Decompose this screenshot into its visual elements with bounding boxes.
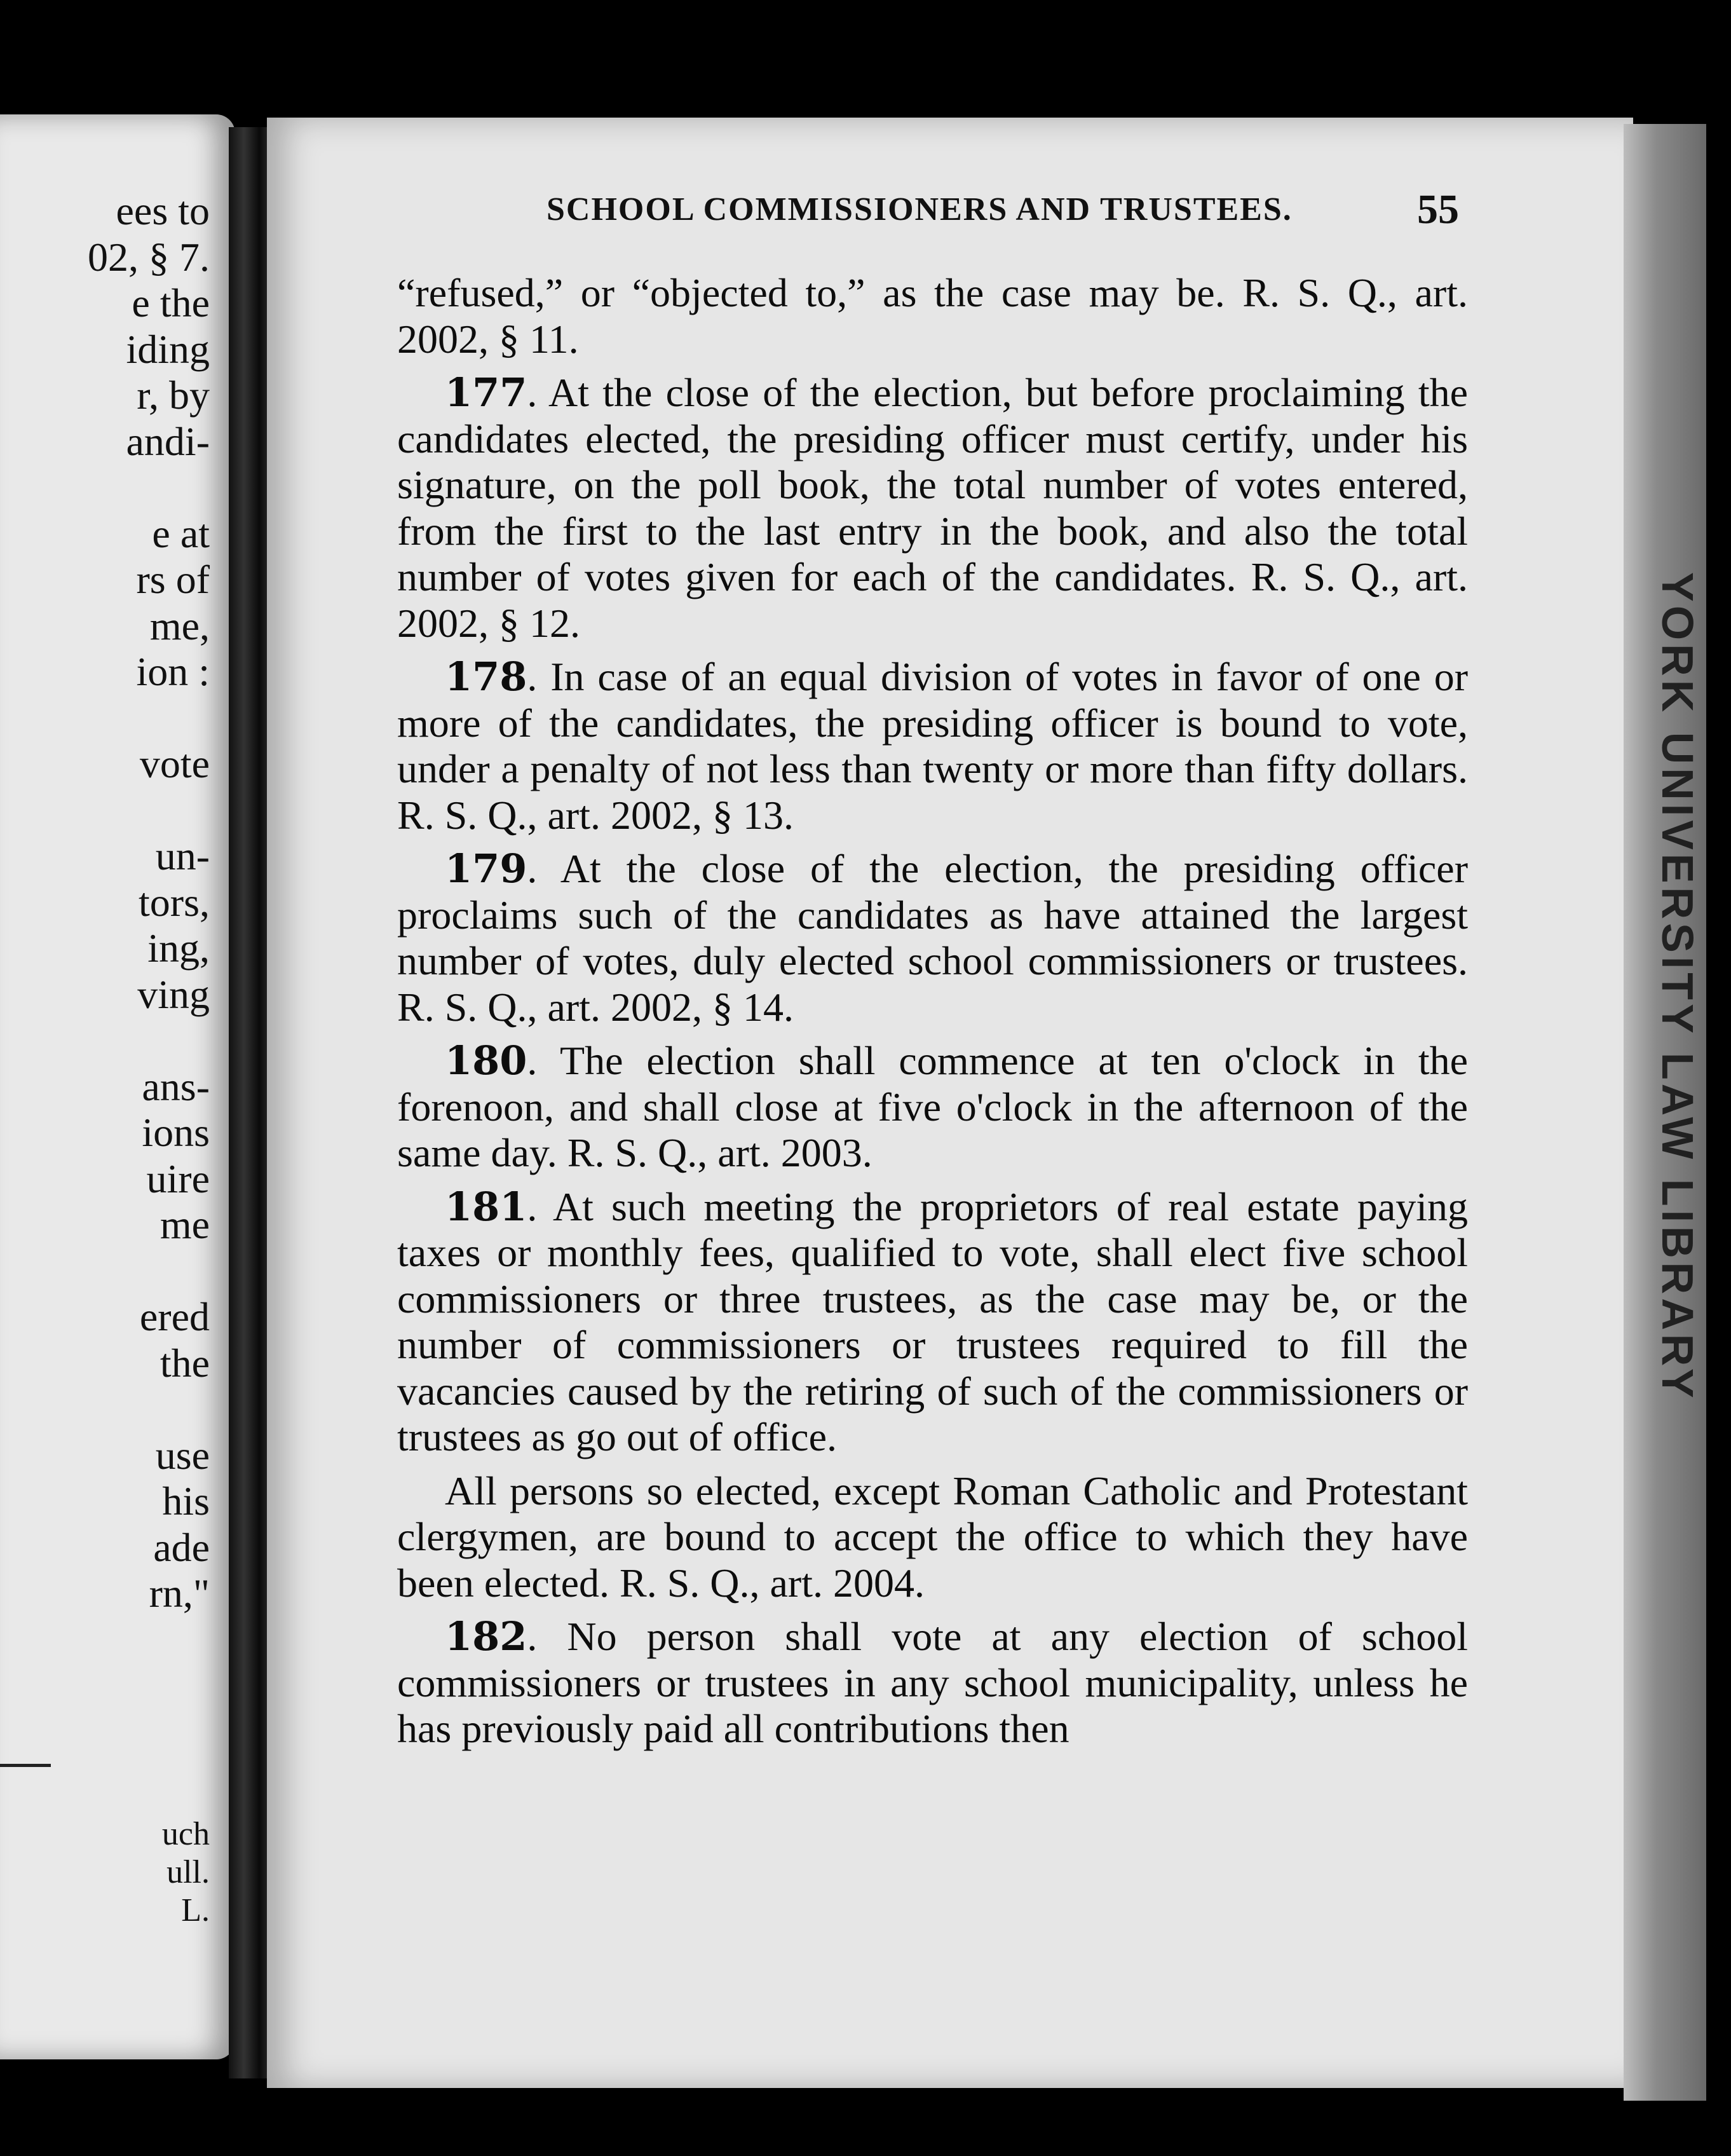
left-page-line: iding — [126, 326, 210, 372]
paragraph — [397, 1468, 1468, 1607]
left-page-line: vote — [139, 741, 210, 786]
paragraph-text: . The election shall commence at ten o'clock in the forenoon, and shall close at five o'clock in the afternoon of the same day. R. S. Q., art. 2003. — [397, 1038, 1468, 1175]
left-page-line: the — [160, 1340, 210, 1386]
section-number: 177 — [445, 369, 527, 416]
left-page-line: ions — [142, 1110, 210, 1155]
left-page-line: andi- — [126, 418, 210, 464]
left-page-line: uire — [146, 1156, 210, 1201]
left-footnote-line: L. — [181, 1892, 210, 1928]
left-footnote-line: ull. — [166, 1854, 210, 1890]
left-page-line: use — [155, 1432, 210, 1478]
paragraph — [397, 1614, 1468, 1752]
paragraph-text: . At the close of the election, but before proclaiming the candidates elected, the presiding officer must certify, under his signature, on the poll book, the total number of votes entered, from the first to the last entry in the book, and also the total number of votes given for each of the candidates. R. S. Q., art. 2002, § 12. — [397, 370, 1468, 646]
left-page-line: his — [162, 1478, 210, 1524]
paragraph — [397, 270, 1468, 362]
left-page-line: un- — [155, 833, 210, 878]
left-page-line: ered — [139, 1294, 210, 1339]
paragraph-text: . In case of an equal division of votes in favor of one or more of the candidates, the presiding officer is bound to vote, under a penalty of not less than twenty or more than fifty dollars. R. S. Q., art. 2002, § 13. — [397, 654, 1468, 838]
footnote-rule — [0, 1764, 51, 1767]
left-page-line: r, by — [137, 372, 210, 418]
paragraph-text: . At such meeting the proprietors of real estate paying taxes or monthly fees, qualified to vote, shall elect five school commissioners or three trustees, as the case may be, or the number of commissioners or trustees required to fill the vacancies caused by the retiring of such of the commissioners or trustees as go out of office. — [397, 1184, 1468, 1459]
body-text — [397, 270, 1468, 1760]
left-page-line: ving — [137, 971, 210, 1017]
left-page-line: e the — [132, 280, 210, 325]
left-page-line: tors, — [139, 879, 210, 925]
section-number: 182 — [445, 1613, 527, 1660]
left-page-line: 02, § 7. — [88, 234, 210, 280]
left-page-line: rn," — [149, 1571, 210, 1616]
paragraph — [397, 846, 1468, 1030]
paragraph — [397, 1038, 1468, 1177]
left-page-line: e at — [152, 510, 210, 556]
running-head: SCHOOL COMMISSIONERS AND TRUSTEES. — [546, 191, 1293, 228]
section-number: 181 — [445, 1183, 527, 1230]
left-facing-page — [0, 114, 235, 2059]
paragraph-text: . No person shall vote at any election of school commissioners or trustees in any school municipality, unless he has previously paid all contributions then — [397, 1614, 1468, 1751]
paragraph — [397, 654, 1468, 838]
library-stamp: YORK UNIVERSITY LAW LIBRARY — [1653, 572, 1702, 1402]
left-page-line: ans- — [142, 1063, 210, 1109]
left-page-line: rs of — [136, 557, 210, 602]
section-number: 180 — [445, 1037, 527, 1084]
left-page-line: ing, — [147, 925, 210, 971]
paragraph — [397, 1184, 1468, 1461]
left-page-line: ion : — [136, 649, 210, 694]
paragraph-text: “refused,” or “objected to,” as the case may be. R. S. Q., art. 2002, § 11. — [397, 270, 1468, 362]
left-page-line: ees to — [116, 188, 210, 233]
left-page-line: ade — [153, 1524, 210, 1570]
paragraph — [397, 370, 1468, 646]
paragraph-text: . At the close of the election, the presiding officer proclaims such of the candidates as have attained the largest number of votes, duly elected school commissioners or trustees. R. S. Q., art. 2002, § 14. — [397, 846, 1468, 1030]
paragraph-text: All persons so elected, except Roman Catholic and Protestant clergymen, are bound to accept the office to which they have been elected. R. S. Q., art. 2004. — [397, 1468, 1468, 1606]
left-footnote-line: uch — [161, 1816, 210, 1852]
page-number: 55 — [1417, 186, 1459, 233]
section-number: 179 — [445, 845, 527, 892]
section-number: 178 — [445, 653, 527, 700]
left-page-line: me, — [149, 603, 210, 648]
left-page-line: me — [160, 1202, 210, 1247]
